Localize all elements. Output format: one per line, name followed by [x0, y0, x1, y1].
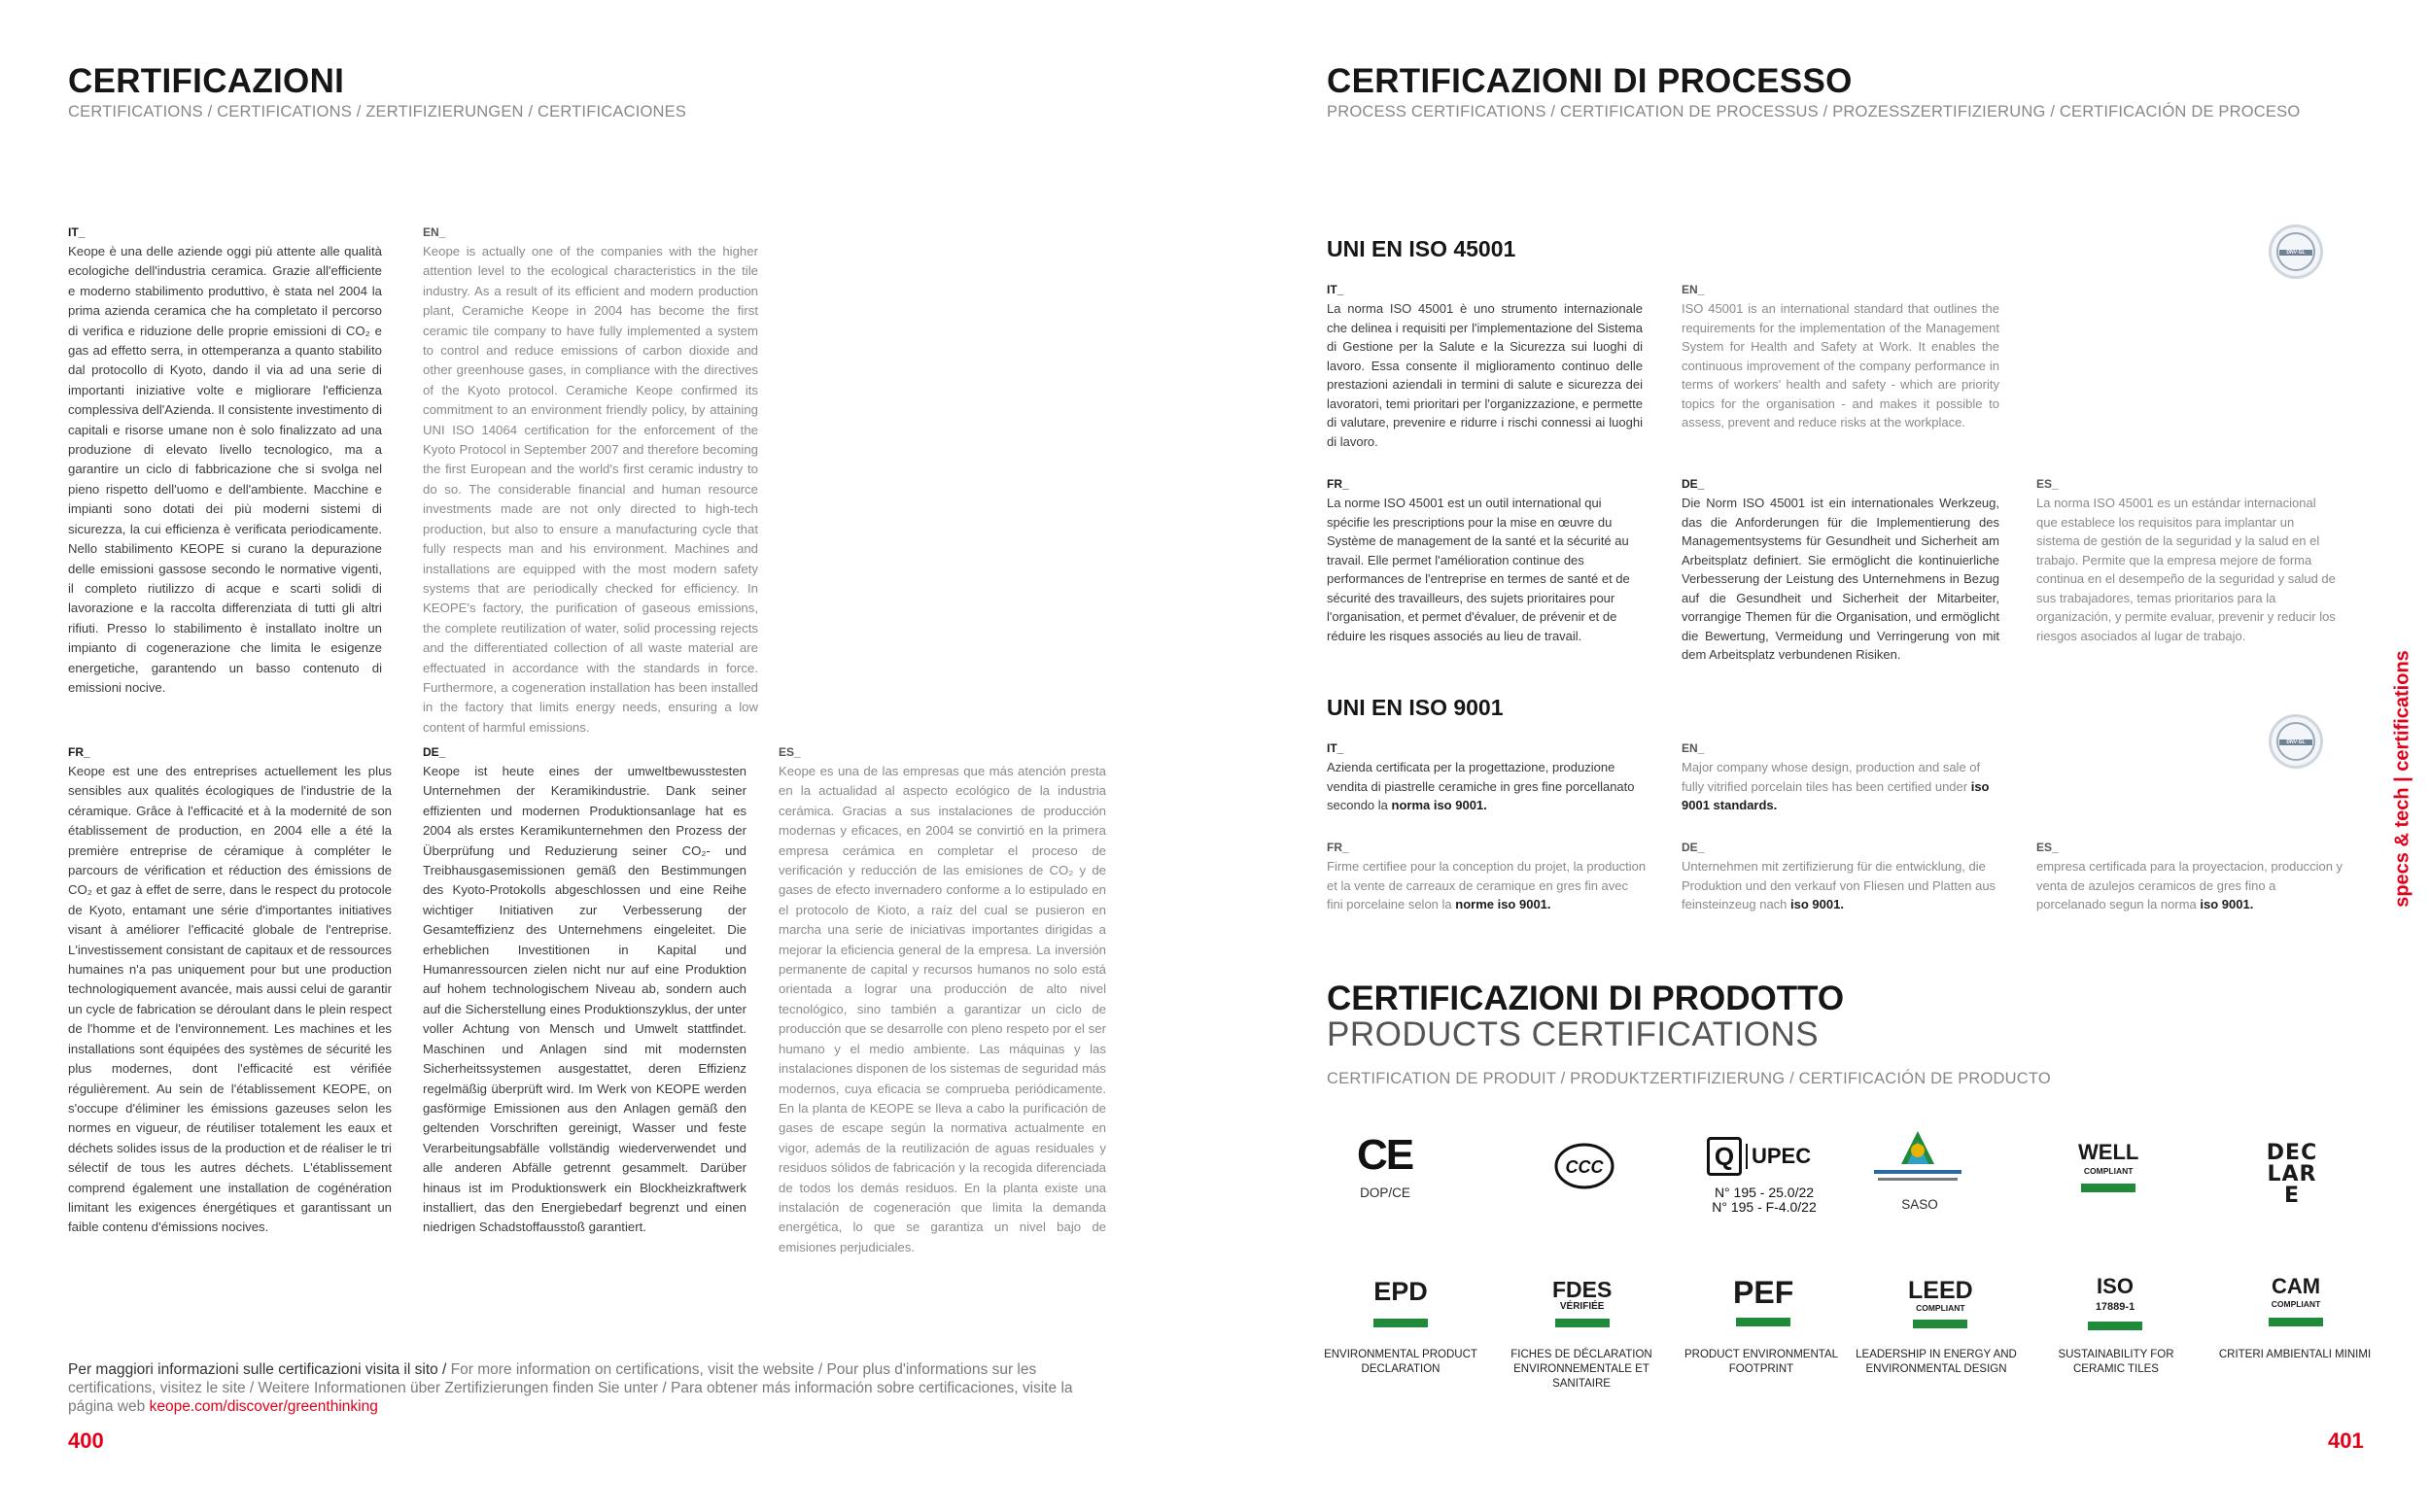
- iso9001-fr: FR_ Firme certifiee pour la conception du projet, la production et la vente de carreaux de ceramique en gres fin avec fini porcelaine selon la norme iso 9001.: [1327, 841, 1647, 911]
- iso45001-heading: UNI EN ISO 45001: [1327, 236, 1516, 261]
- text-it: IT_ Keope è una delle aziende oggi più attente alle qualità ecologiche dell'industria ceramica. Grazie all'efficiente e moderno stabilimento produttivo, è stata nel 2004 la prima azienda ceramica che ha completato il percorso di verifica e riduzione delle proprie emissioni di CO₂ e gas ad effetto serra, in ottemperanza a quanto stabilito dal protocollo di Kyoto, dando il via ad una serie di importanti iniziative volte e migliorare l'efficienza complessiva dell'Azienda. Il consistente investimento di capitali e risorse umane non è solo finalizzato ad una produzione di elevato livello tecnologico, ma a garantire un ciclo di fabbricazione che si svolga nel pieno rispetto dell'uomo e dell'ambiente. Macchine e impianti sono dotati dei più moderni sistemi di sicurezza, la cui efficienza è verificata periodicamente. Nello stabilimento KEOPE si curano la depurazione delle emissioni gassose secondo le normative vigenti, il completo riutilizzo di acque e scarti solidi di lavorazione e la raccolta differenziata di tutti gli altri rifiuti. Presso lo stabilimento è installato inoltre un impianto di cogenerazione che limita le esigenze energetiche, garantendo un basso contenuto di emissioni nocive.: [68, 225, 382, 695]
- text-en: EN_ Keope is actually one of the companies with the higher attention level to the ecological characteristics in the tile industry. As a result of its efficient and modern production plant, Ceramiche Keope in 2004 has become the first ceramic tile company to have fully implemented a system to control and reduce emissions of carbon dioxide and other greenhouse gases, in compliance with the directives of the Kyoto protocol. Ceramiche Keope confirmed its commitment to an environment friendly policy, by attaining UNI ISO 14064 certification for the enforcement of the Kyoto Protocol in September 2007 and therefore becoming the first European and the world's first ceramic industry to do so. The considerable financial and human resource investments made are not only directed to high-tech production, but also to ensure a manufacturing cycle that fully respects man and his environment. Machines and installations are equipped with the most modern safety systems that are periodically checked for efficiency. In KEOPE's factory, the purification of gaseous emissions, the complete reutilization of water, solid processing rejects and the differentiated collection of all waste material are effectuated in accordance with the standards in force. Furthermore, a cogeneration installation has been installed in the factory that limits energy needs, ensuring a low content of harmful emissions.: [423, 225, 758, 735]
- product-cert-title-en: PRODUCTS CERTIFICATIONS: [1327, 1015, 1820, 1053]
- right-page-title: CERTIFICAZIONI DI PROCESSO: [1327, 62, 1853, 100]
- cam-caption: CRITERI AMBIENTALI MINIMI: [2218, 1349, 2372, 1360]
- leed-icon: LEED COMPLIANT: [1908, 1278, 1973, 1328]
- upec-mark-icon: Q UPEC: [1707, 1137, 1811, 1176]
- declare-icon: DECLARE: [2266, 1141, 2318, 1208]
- pef-caption: PRODUCT ENVIRONMENTAL FOOTPRINT: [1684, 1349, 1839, 1375]
- iso45001-en: EN_ ISO 45001 is an international standard that outlines the requirements for the implementation of the Management System for Health and Safety at Work. It enables the continuous improvement of the company performance in terms of workers' health and safety - which are priority topics for the organisation - and makes it possible to assess, prevent and reduce risks at the workplace.: [1682, 283, 1999, 430]
- epd-icon: EPD: [1373, 1278, 1428, 1327]
- fdes-caption: FICHES DE DÉCLARATION ENVIRONNEMENTALE ET SANITAIRE: [1510, 1349, 1652, 1390]
- saso-mark-icon: [1864, 1127, 1971, 1189]
- dnv-gl-badge-icon: DNV·GL: [2269, 714, 2323, 769]
- left-page-subtitle: CERTIFICATIONS / CERTIFICATIONS / ZERTIFIZIERUNGEN / CERTIFICACIONES: [68, 103, 687, 120]
- text-de: DE_ Keope ist heute eines der umweltbewusstesten Unternehmen der Keramikindustrie. Dank seiner effizienten und modernen Produktionsanlage hat es 2004 als erstes Keramikunternehmen den Prozess der Überprüfung und Reduzierung seiner CO₂- und Treibhausgasemissionen gemäß den Bestimmungen des Kyoto-Protokolls abgeschlossen und eine Reihe wichtiger Initiativen zur Verbesserung der Gesamteffizienz des Unternehmens eingeleitet. Die erheblichen Investitionen in Kapital und Humanressourcen zielen nicht nur auf eine Produktion auf hohem technologischem Niveau ab, sondern auch auf die Sicherstellung eines Produktionszyklus, der unter voller Achtung von Mensch und Umwelt stattfindet. Maschinen und Anlagen sind mit modernsten Sicherheitssystemen ausgestattet, deren Effizienz regelmäßig überprüft wird. Im Werk von KEOPE werden gasförmige Emissionen aus den Anlagen gemäß den geltenden Vorschriften gereinigt, Wasser und feste Verarbeitungsabfälle vollständig wiederverwendet und alle anderen Abfälle getrennt gesammelt. Darüber hinaus ist im Produktionswerk ein Blockheizkraftwerk installiert, das den Energiebedarf begrenzt und einen niedrigen Schadstoffausstoß garantiert.: [423, 745, 746, 1235]
- ccc-mark-icon: [1553, 1142, 1615, 1190]
- ce-caption: DOP/CE: [1360, 1186, 1410, 1200]
- iso45001-de: DE_ Die Norm ISO 45001 ist ein internationales Werkzeug, das die Anforderungen für die Implementierung des Managementsystems für Gesundheit und Sicherheit am Arbeitsplatz definiert. Sie ermöglicht die kontinuierliche Verbesserung der Leistung des Unternehmens in Bezug auf die Gesundheit und Sicherheit der Mitarbeiter, vorrangige Themen für die Organisation, und ermöglicht die Bewertung, Vermeidung und Verringerung von mit dem Arbeitsplatz verbundenen Risiken.: [1682, 477, 1999, 662]
- pef-icon: PEF: [1733, 1277, 1793, 1326]
- iso9001-it: IT_ Azienda certificata per la progettazione, produzione vendita di piastrelle ceramiche in gres fine porcellanato secondo la norma iso 9001.: [1327, 741, 1635, 812]
- iso-17889-icon: ISO 17889-1: [2088, 1276, 2142, 1330]
- saso-caption: SASO: [1901, 1197, 1938, 1212]
- left-page-title: CERTIFICAZIONI: [68, 62, 345, 100]
- fdes-icon: FDES VÉRIFIÉE: [1552, 1278, 1612, 1327]
- leed-caption: LEADERSHIP IN ENERGY AND ENVIRONMENTAL DESIGN: [1856, 1349, 2017, 1375]
- side-section-label: specs & tech | certifications: [2391, 650, 2413, 908]
- iso45001-it: IT_ La norma ISO 45001 è uno strumento internazionale che delinea i requisiti per l'implementazione del Sistema di Gestione per la Salute e la Sicurezza sui luoghi di lavoro. Essa consente il miglioramento continuo delle prestazioni aziendali in termini di salute e sicurezza dei lavoratori, temi prioritari per l'organizzazione, e permette di valutare, prevenire e ridurre i rischi connessi ai luoghi di lavoro.: [1327, 283, 1643, 449]
- iso9001-heading: UNI EN ISO 9001: [1327, 695, 1504, 720]
- page-number-right: 401: [2328, 1428, 2364, 1453]
- cam-icon: CAM COMPLIANT: [2269, 1276, 2323, 1326]
- greenthinking-link[interactable]: keope.com/discover/greenthinking: [149, 1398, 378, 1415]
- well-compliant-icon: WELL COMPLIANT: [2078, 1141, 2138, 1192]
- right-page-subtitle: PROCESS CERTIFICATIONS / CERTIFICATION DE PROCESSUS / PROZESSZERTIFIZIERUNG / CERTIFICACIÓN DE PROCESO: [1327, 103, 2301, 120]
- text-es: ES_ Keope es una de las empresas que más atención presta en la actualidad al aspecto ecológico de la industria cerámica. Gracias a sus instalaciones de producción modernas y eficaces, en 2004 se convirtió en la primera empresa cerámica en completar el proceso de verificación y reducción de las emisiones de CO₂ y de gases de efecto invernadero conforme a lo estipulado en el protocolo de Kioto, a raíz del cual se pusieron en marcha una serie de iniciativas importantes dirigidas a mejorar la eficiencia general de la empresa. La inversión permanente de capital y recursos humanos no solo está orientada a lograr una producción de alto nivel tecnológico, sino también a garantizar un ciclo de producción que se desarrolle con pleno respeto por el ser humano y el medio ambiente. Las máquinas y las instalaciones disponen de los sistemas de seguridad más modernos, cuya eficacia se comprueba periódicamente. En la planta de KEOPE se lleva a cabo la purificación de gases de escape según la normativa actualmente en vigor, además de la reutilización de aguas residuales y residuos sólidos de fabricación y la recogida diferenciada de todos los demás residuos. En la planta existe una instalación de cogeneración que limita la demanda energética, lo que se garantiza un nivel bajo de emisiones perjudiciales.: [779, 745, 1106, 1254]
- iso9001-en: EN_ Major company whose design, production and sale of fully vitrified porcelain tiles has been certified under iso 9001 standards.: [1682, 741, 1990, 812]
- epd-caption: ENVIRONMENTAL PRODUCT DECLARATION: [1324, 1349, 1477, 1375]
- iso45001-fr: FR_ La norme ISO 45001 est un outil international qui spécifie les prescriptions pour la mise en œuvre du Système de management de la santé et la sécurité au travail. Elle permet l'amélioration continue des performances de l'entreprise en termes de santé et de sécurité des travailleurs, des sujets prioritaires pour l'organisation, et permet d'évaluer, de prévenir et de réduire les risques associés au lieu de travail.: [1327, 477, 1630, 643]
- svg-text:CCC: CCC: [1565, 1157, 1604, 1177]
- page-number-left: 400: [68, 1428, 104, 1453]
- product-cert-title: CERTIFICAZIONI DI PRODOTTO: [1327, 979, 1845, 1017]
- iso9001-es: ES_ empresa certificada para la proyectacion, produccion y venta de azulejos ceramicos de gres fino a porcelanado segun la norma iso 9001.: [2036, 841, 2343, 911]
- iso45001-es: ES_ La norma ISO 45001 es un estándar internacional que establece los requisitos para implantar un sistema de gestión de la seguridad y la salud en el trabajo. Permite que la empresa mejore de forma continua en el desempeño de la seguridad y salud de sus trabajadores, temas prioritarios para la organización, y permite evaluar, prevenir y reducir los riesgos asociados al lugar de trabajo.: [2036, 477, 2336, 643]
- footer-note: Per maggiori informazioni sulle certificazioni visita il sito / For more information on certifications, visit the website / Pour plus d'informations sur les certifications, visitez le site / Weitere Informationen über Zertifizierungen finden Sie unter / Para obtener más información sobre certificaciones, visite la página web keope.com/discover/greenthinking: [68, 1361, 1073, 1415]
- upec-caption: N° 195 - 25.0/22 N° 195 - F-4.0/22: [1712, 1185, 1817, 1215]
- iso9001-de: DE_ Unternehmen mit zertifizierung für die entwicklung, die Produktion und den verkauf von Fliesen und Platten aus feinsteinzeug nach iso 9001.: [1682, 841, 1996, 911]
- text-fr: FR_ Keope est une des entreprises actuellement les plus sensibles aux qualités écologiques de l'industrie de la céramique. Grâce à l'efficacité et à la modernité de son établissement de production, en 2004 elle a été la première entreprise de céramique à compléter le parcours de vérification et réduction des émissions de CO₂ et gaz à effet de serre, dans le respect du protocole de Kyoto, entamant une série d'importantes initiatives visant à améliorer l'efficacité globale de l'entreprise. L'investissement consistant de capitaux et de ressources humaines n'a pas uniquement pour but une production technologiquement avancée, mais aussi celui de garantir un cycle de fabrication se déroulant dans le plein respect de l'homme et de l'environnement. Les machines et les installations sont équipées des systèmes de sécurité les plus modernes, dont l'efficacité est vérifiée régulièrement. Au sein de l'établissement KEOPE, on s'occupe d'éliminer les émissions gazeuses selon les normes en vigueur, de réutiliser totalement les eaux et déchets solides issus de la production et de réaliser le tri sélectif de tous les autres déchets. L'établissement comprend également une installation de cogénération limitant les exigences énergétiques et garantissant un faible contenu d'émissions nocives.: [68, 745, 392, 1235]
- ce-mark-icon: CE: [1357, 1131, 1413, 1179]
- iso-17889-caption: SUSTAINABILITY FOR CERAMIC TILES: [2058, 1349, 2174, 1375]
- dnv-gl-badge-icon: DNV·GL: [2269, 224, 2323, 279]
- product-cert-subtitle: CERTIFICATION DE PRODUIT / PRODUKTZERTIFIZIERUNG / CERTIFICACIÓN DE PRODUCTO: [1327, 1070, 2051, 1087]
